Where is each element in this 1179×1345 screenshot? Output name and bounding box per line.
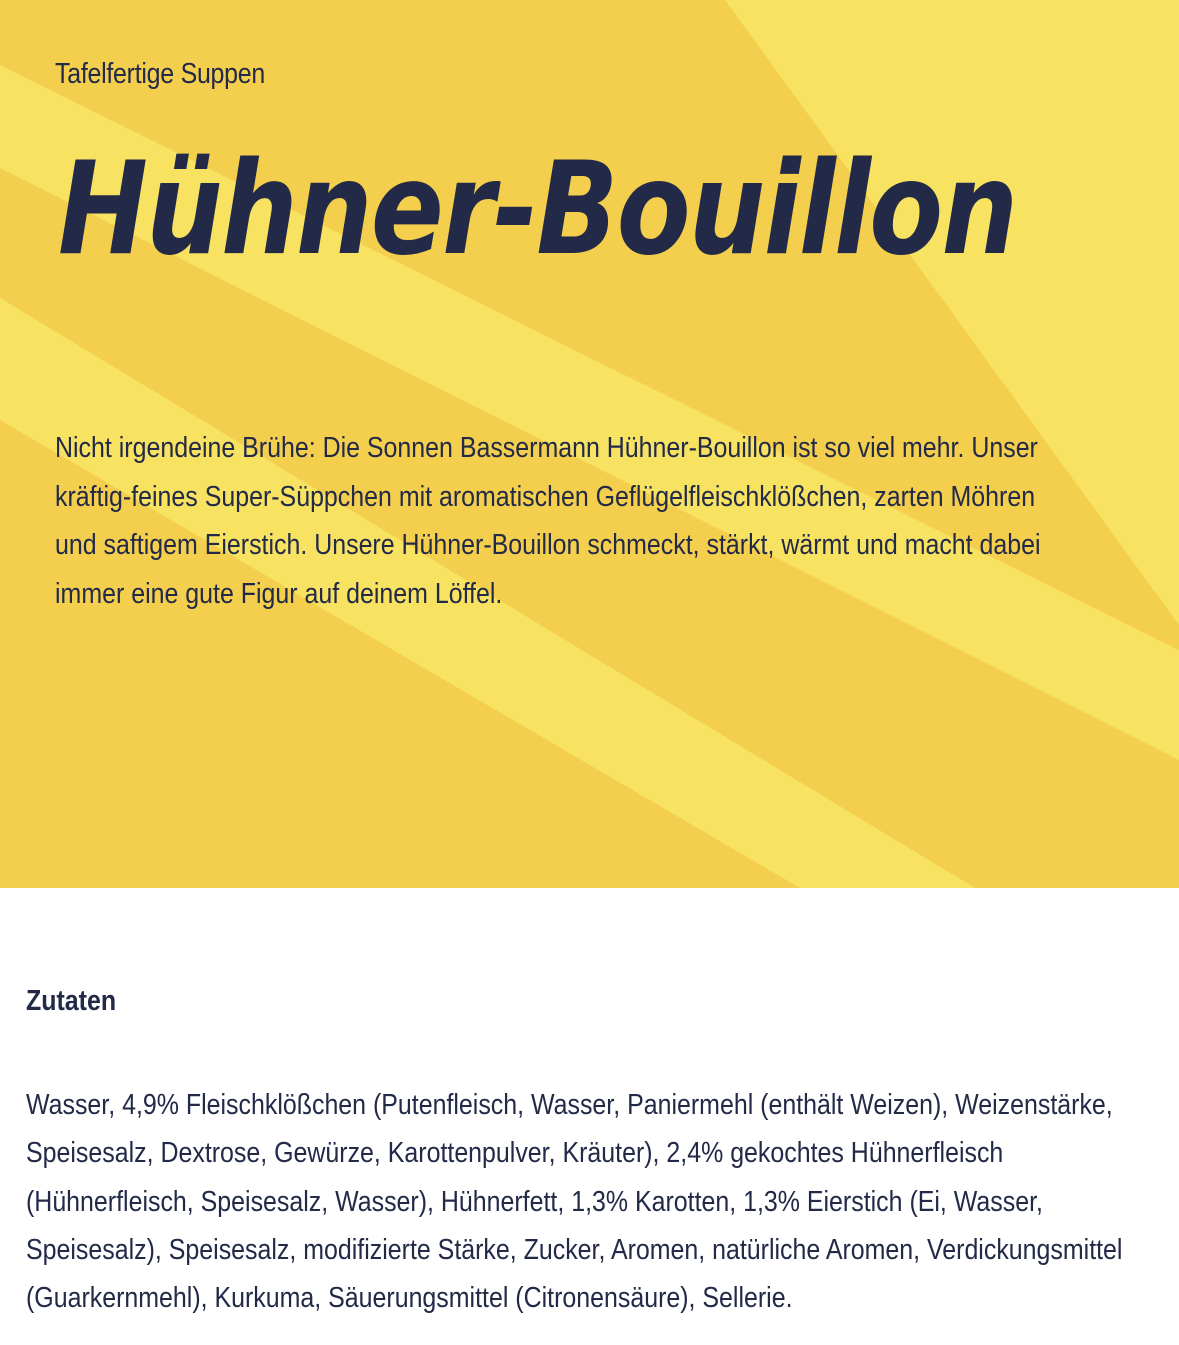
- category-label: Tafelfertige Suppen: [55, 58, 266, 90]
- ingredients-heading: Zutaten: [26, 985, 117, 1017]
- product-description: Nicht irgendeine Brühe: Die Sonnen Bassermann Hühner-Bouillon ist so viel mehr. Unser kräftig-feines Super-Süppchen mit aromatischen Geflügelfleischklößchen, zarten Möhren und saftigem Eierstich. Unsere Hühner-Bouillon schmeckt, stärkt, wärmt und macht dabei immer eine gute Figur auf deinem Löffel.: [55, 432, 1041, 610]
- page-title: Hühner-Bouillon: [58, 135, 1017, 284]
- ingredients-list: Wasser, 4,9% Fleischklößchen (Putenfleisch, Wasser, Paniermehl (enthält Weizen), Weizenstärke, Speisesalz, Dextrose, Gewürze, Karottenpulver, Kräuter), 2,4% gekochtes Hühnerfleisch (Hühnerfleisch, Speisesalz, Wasser), Hühnerfett, 1,3% Karotten, 1,3% Eierstich (Ei, Wasser, Speisesalz), Speisesalz, modifizierte Stärke, Zucker, Aromen, natürliche Aromen, Verdickungsmittel (Guarkernmehl), Kurkuma, Säuerungsmittel (Citronensäure), Sellerie.: [26, 1089, 1123, 1315]
